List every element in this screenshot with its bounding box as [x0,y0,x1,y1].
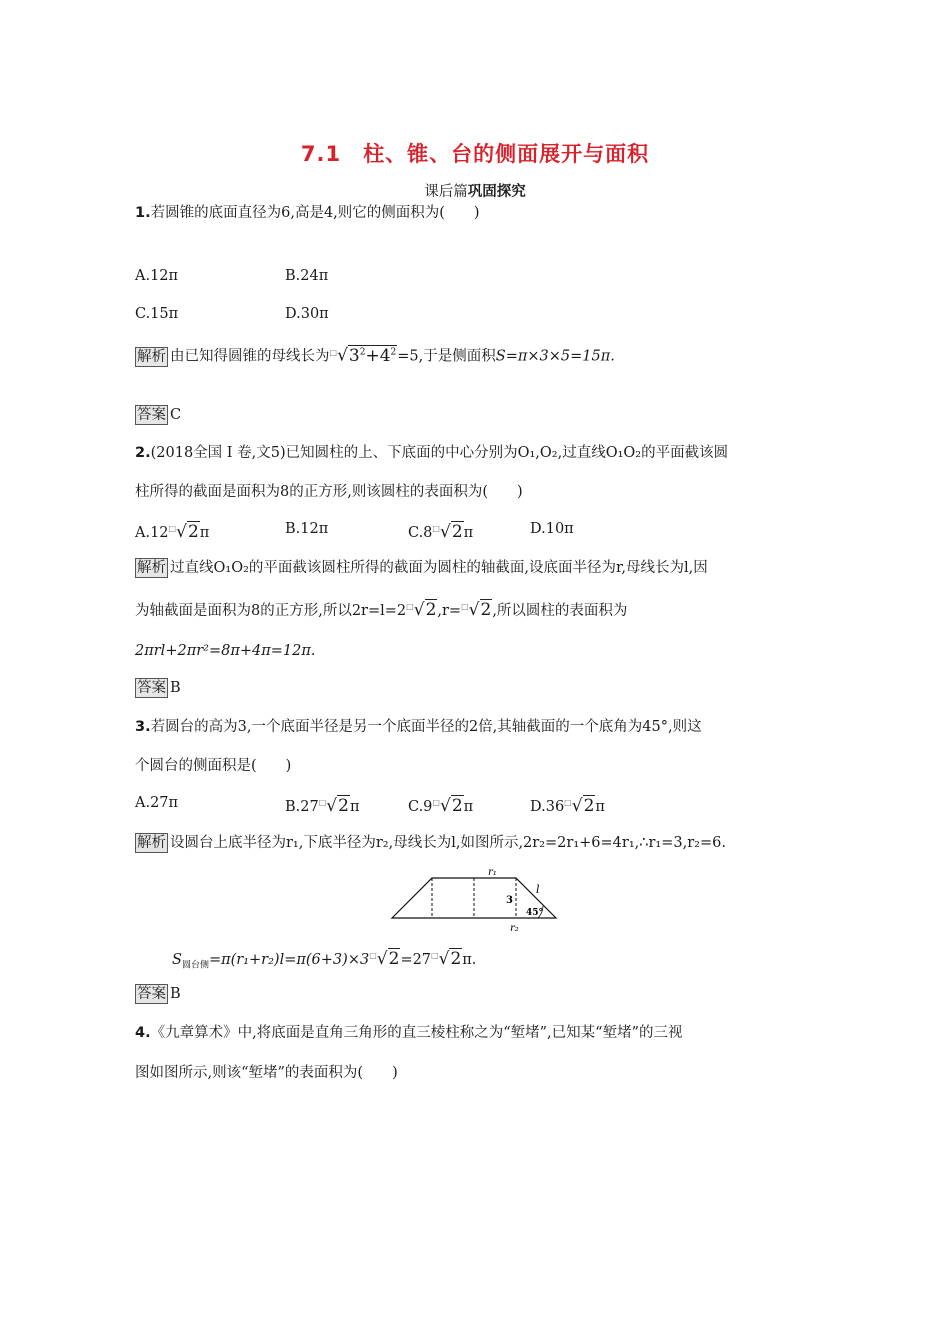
label-angle: 45° [526,908,544,918]
q3-stem-line1: 3.若圆台的高为3,一个底面半径是另一个底面半径的2倍,其轴截面的一个底角为45°,则这 [135,719,702,735]
analysis-tag: 解析 [137,835,166,851]
q1-stem: 1.若圆锥的底面直径为6,高是4,则它的侧面积为( ) [135,205,480,221]
label-slant: l [536,883,540,896]
q2-option-d: D.10π [530,521,574,537]
q2-analysis-line1: 解析 过直线O₁O₂的平面截该圆柱所得的截面为圆柱的轴截面,设底面半径为r,母线长为l,因 [137,560,708,576]
q2-answer: 答案 B [137,680,181,696]
answer-tag: 答案 [137,680,166,696]
label-r2: r₂ [510,923,519,934]
q3-option-b: B.27□√2π [285,795,360,816]
q3-answer: 答案 B [137,986,181,1002]
q3-formula: $S_{圆台侧}=\pi(r_1+r_2)l=\pi(6+3)\times 3^□√2=27^□√2\pi$. [172,948,477,971]
q3-option-c: C.9□√2π [408,795,474,816]
q2-analysis-line2: 为轴截面是面积为8的正方形,所以2r=l=2□√2,r=□√2,所以圆柱的表面积为 [135,599,628,620]
q3-analysis-line1: 解析 设圆台上底半径为r₁,下底半径为r₂,母线长为l,如图所示,2r₂=2r₁+6=4r₁,∴r₁=3,r₂=6. [137,835,726,851]
answer-tag: 答案 [137,407,166,423]
q3-option-a: A.27π [135,795,179,811]
q2-stem-line2: 柱所得的截面是面积为8的正方形,则该圆柱的表面积为( ) [135,484,523,500]
q3-stem-line2: 个圆台的侧面积是( ) [135,758,292,774]
q2-option-b: B.12π [285,521,329,537]
label-r1: r₁ [488,867,497,878]
q4-stem-line1: 4.《九章算术》中,将底面是直角三角形的直三棱柱称之为“堑堵”,已知某“堑堵”的三视 [135,1025,683,1041]
q1-option-a: A.12π [135,268,179,284]
label-height: 3 [506,895,513,906]
q2-option-a: A.12□√2π [135,521,210,542]
q2-analysis-line3: 2πrl+2πr²=8π+4π=12π. [135,643,316,659]
q1-answer: 答案 C [137,407,182,423]
q1-option-c: C.15π [135,306,179,322]
q3-option-d: D.36□√2π [530,795,605,816]
radical: $^□√3^2+4^2$ [329,345,397,366]
answer-tag: 答案 [137,986,166,1002]
analysis-tag: 解析 [137,348,166,365]
q1-option-b: B.24π [285,268,329,284]
analysis-tag: 解析 [137,560,166,576]
page-title: 7.1 柱、锥、台的侧面展开与面积 [300,142,650,166]
q1-option-d: D.30π [285,306,329,322]
frustum-cross-section-figure [390,866,562,936]
q1-analysis: 解析 由已知得圆锥的母线长为$^□√3^2+4^2=5$,于是侧面积S=π×3×5=15π. [135,342,615,367]
q2-stem-line1: 2.(2018全国 I 卷,文5)已知圆柱的上、下底面的中心分别为O₁,O₂,过直线O₁O₂的平面截该圆 [135,445,729,461]
section-subtitle: 课后篇巩固探究 [424,184,526,200]
q2-option-c: C.8□√2π [408,521,474,542]
q4-stem-line2: 图如图所示,则该“堑堵”的表面积为( ) [135,1065,398,1081]
